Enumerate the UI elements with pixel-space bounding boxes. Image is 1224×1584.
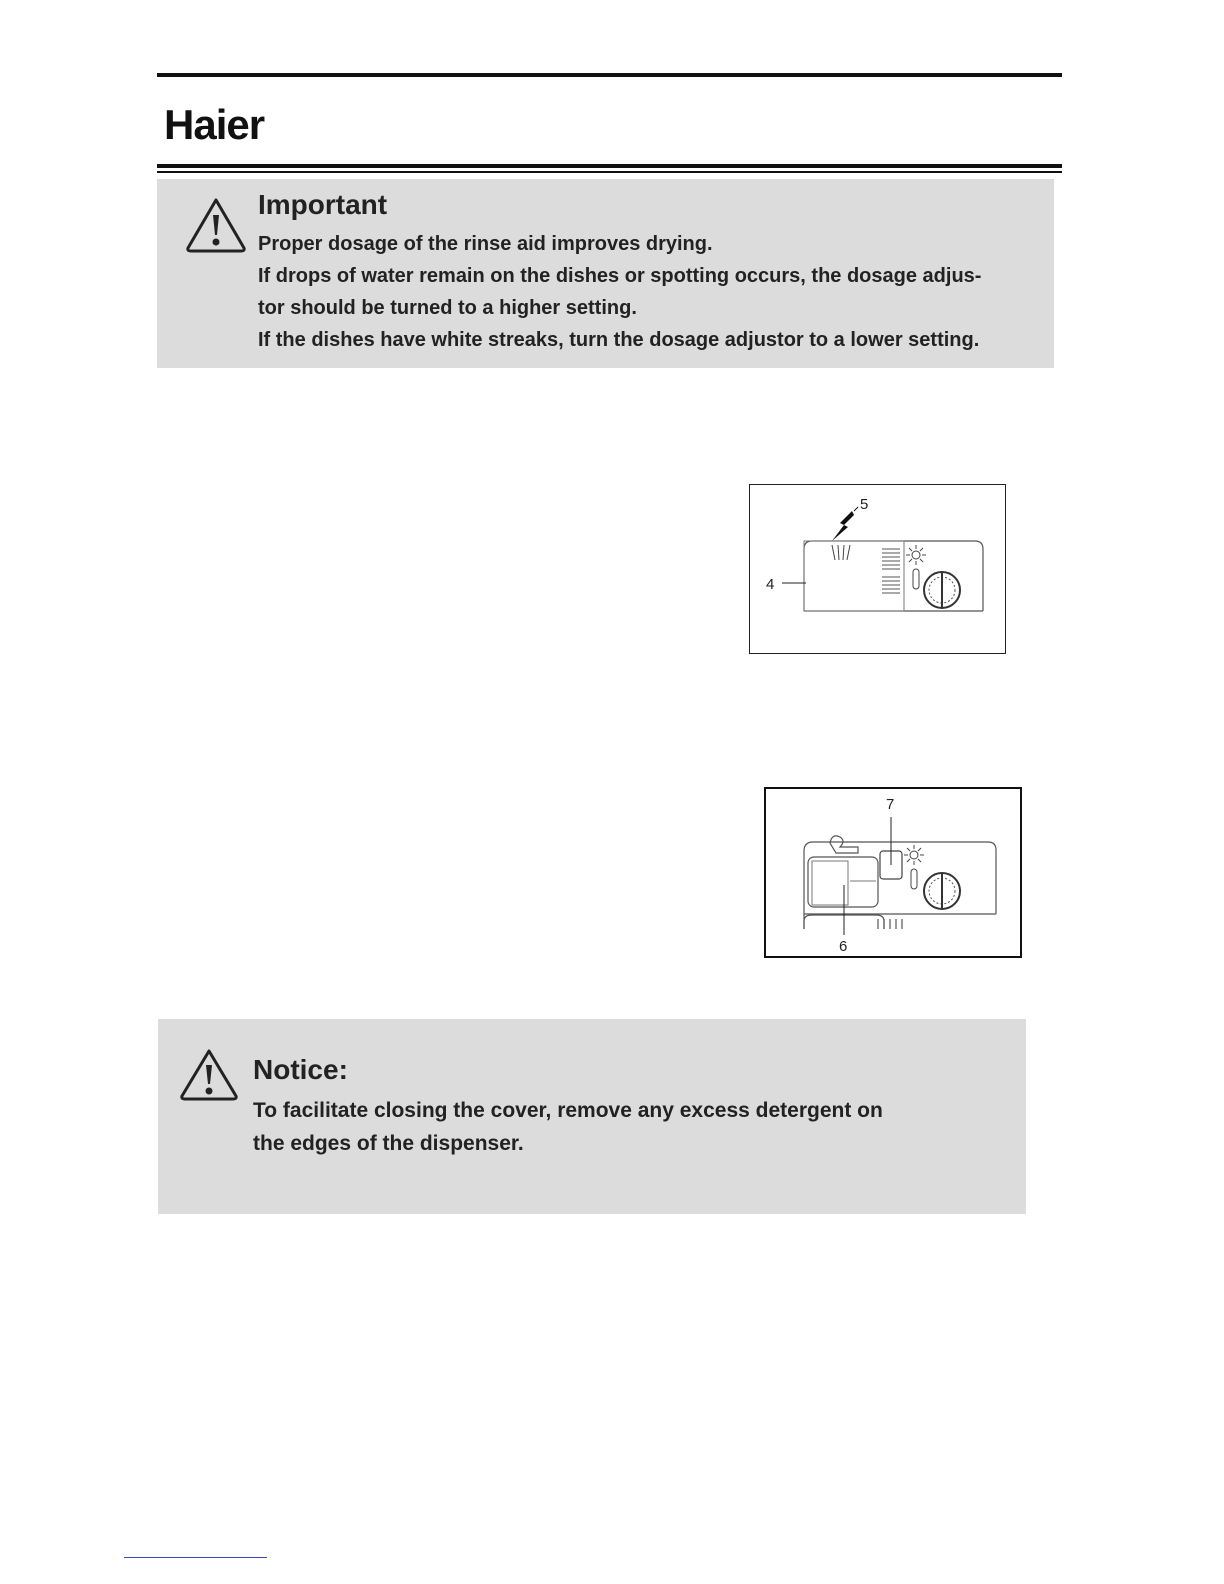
notice-line: To facilitate closing the cover, remove any excess detergent on — [253, 1099, 883, 1122]
notice-box — [158, 1019, 1026, 1214]
callout-6: 6 — [839, 938, 848, 955]
header-rule-bottom — [157, 164, 1062, 168]
header-rule-top — [157, 73, 1062, 77]
notice-line: the edges of the dispenser. — [253, 1132, 524, 1155]
important-title: Important — [258, 189, 388, 220]
dispenser-figure-2 — [764, 787, 1022, 958]
header-rule-bottom-thin — [157, 171, 1062, 173]
notice-title: Notice: — [253, 1054, 348, 1085]
important-line: tor should be turned to a higher setting. — [258, 297, 637, 319]
warning-triangle-icon — [184, 196, 248, 254]
warning-triangle-icon — [178, 1048, 240, 1102]
important-line: If the dishes have white streaks, turn the dosage adjustor to a lower setting. — [258, 329, 980, 351]
callout-5: 5 — [860, 496, 869, 513]
dispenser-figure-1 — [749, 484, 1006, 654]
important-line: Proper dosage of the rinse aid improves drying. — [258, 233, 713, 255]
important-line: If drops of water remain on the dishes or spotting occurs, the dosage adjus- — [258, 265, 982, 287]
dispenser-illustration-1 — [750, 485, 1004, 652]
footer-rule — [124, 1557, 267, 1558]
important-box — [157, 179, 1054, 368]
dispenser-illustration-2 — [766, 789, 1020, 956]
callout-4: 4 — [766, 576, 775, 593]
callout-7: 7 — [886, 796, 895, 813]
haier-logo: Haier — [164, 101, 265, 148]
